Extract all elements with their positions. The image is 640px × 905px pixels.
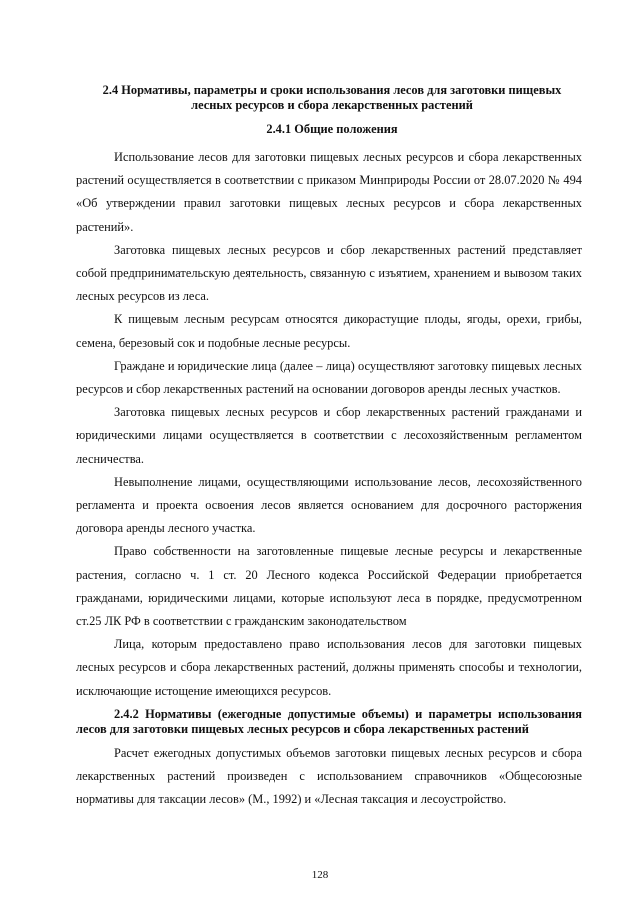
document-body [76,146,582,811]
paragraph: Граждане и юридические лица (далее – лица) осуществляют заготовку пищевых лесных ресурсов и сбор лекарственных растений на основании договоров аренды лесных участков. [76,358,582,397]
section-heading: 2.4 Нормативы, параметры и сроки использования лесов для заготовки пищевых лесных ресурсов и сбора лекарственных растений [102,83,562,112]
paragraph: Право собственности на заготовленные пищевые лесные ресурсы и лекарственные растения, согласно ч. 1 ст. 20 Лесного кодекса Российской Федерации приобретается гражданами, юридическими лицами, которые используют леса в порядке, предусмотренном ст.25 ЛК РФ в соответствии с гражданским законодательством [76,544,582,629]
paragraph: Заготовка пищевых лесных ресурсов и сбор лекарственных растений гражданами и юридическими лицами осуществляется в соответствии с лесохозяйственным регламентом лесничества. [76,405,582,466]
paragraph: Невыполнение лицами, осуществляющими использование лесов, лесохозяйственного регламента и проекта освоения лесов является основанием для досрочного расторжения договора аренды лесного участка. [76,474,582,536]
page-number: 128 [311,869,329,881]
paragraph: Использование лесов для заготовки пищевых лесных ресурсов и сбора лекарственных растений осуществляется в соответствии с приказом Минприроды России от 28.07.2020 № 494 «Об утверждении правил заготовки пищевых лесных ресурсов и сбора лекарственных растений». [76,150,582,234]
paragraph: К пищевым лесным ресурсам относятся дикорастущие плоды, ягоды, орехи, грибы, семена, березовый сок и подобные лесные ресурсы. [76,312,582,350]
subsection-heading: 2.4.1 Общие положения [266,122,398,136]
subsection-heading-2: 2.4.2 Нормативы (ежегодные допустимые объемы) и параметры использования лесов для заготовки пищевых лесных ресурсов и сбора лекарственных растений [76,706,582,736]
paragraph: Лица, которым предоставлено право использования лесов для заготовки пищевых лесных ресурсов и сбора лекарственных растений, должны применять способы и технологии, исключающие истощение имеющихся ресурсов. [76,637,582,698]
paragraph: Заготовка пищевых лесных ресурсов и сбор лекарственных растений представляет собой предпринимательскую деятельность, связанную с изъятием, хранением и вывозом таких лесных ресурсов из леса. [76,242,582,304]
paragraph: Расчет ежегодных допустимых объемов заготовки пищевых лесных ресурсов и сбора лекарственных растений произведен с использованием справочников «Общесоюзные нормативы для таксации лесов» (М., 1992) и «Лесная таксация и лесоустройство. [76,745,582,807]
